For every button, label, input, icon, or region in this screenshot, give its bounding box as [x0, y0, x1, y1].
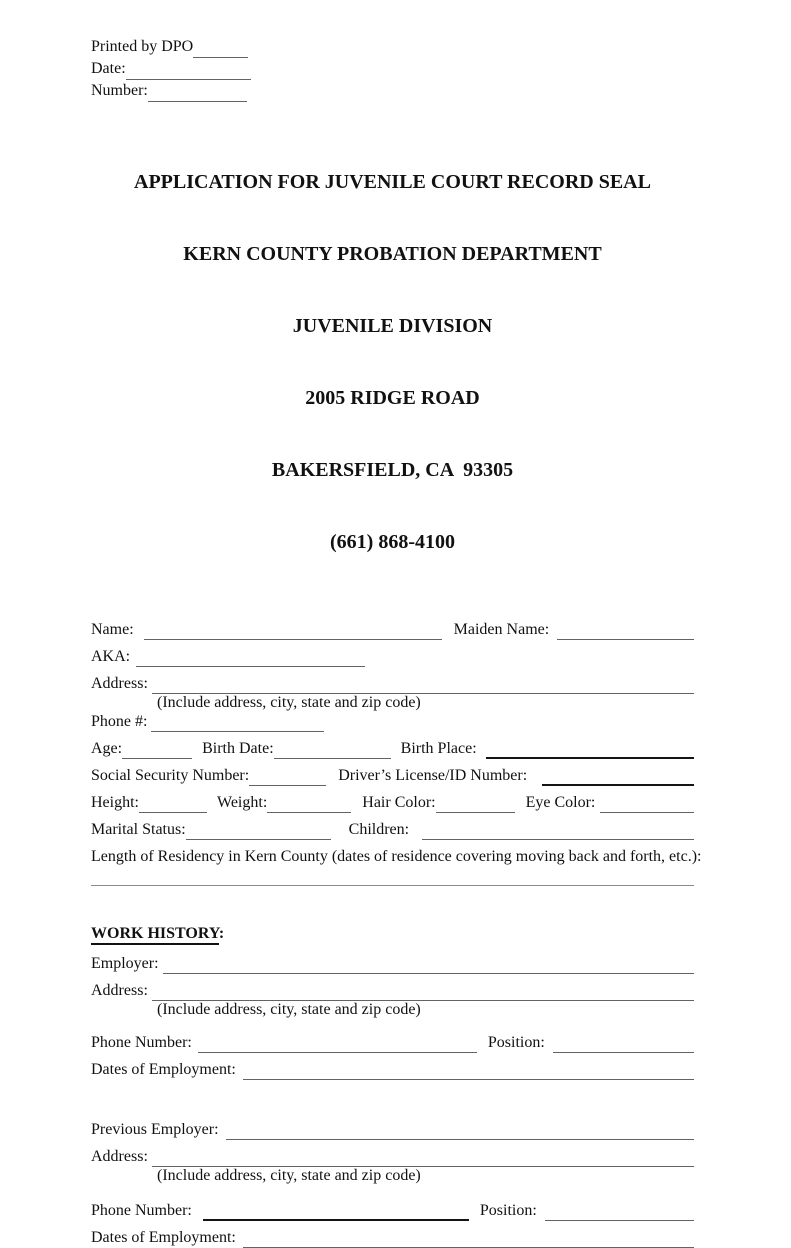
birth-date-label: Birth Date: — [202, 740, 274, 757]
employer-address-label: Address: — [91, 982, 148, 999]
marital-status-field-line — [186, 820, 331, 840]
hair-color-field-line — [436, 793, 515, 813]
residency-row — [91, 847, 702, 867]
print-info-block — [91, 36, 694, 102]
birth-place-label: Birth Place: — [400, 740, 477, 757]
employer-address-hint: (Include address, city, state and zip code) — [157, 1001, 421, 1018]
work-history-heading-text: WORK HISTORY — [91, 925, 219, 945]
phone-field-line — [151, 712, 324, 732]
ssn-label: Social Security Number: — [91, 767, 250, 784]
aka-field-line — [136, 647, 365, 667]
previous-position-label: Position: — [479, 1202, 537, 1219]
date-row — [91, 58, 694, 80]
employer-address-field-line — [152, 981, 694, 1001]
children-label: Children: — [348, 821, 410, 838]
address-field-line — [152, 674, 694, 694]
birth-date-field-line — [274, 739, 391, 759]
weight-field-line — [267, 793, 351, 813]
number-label: Number: — [91, 82, 148, 99]
printed-by-field-line — [193, 36, 248, 58]
maiden-name-label: Maiden Name: — [453, 621, 550, 638]
previous-address-field-line — [152, 1147, 694, 1167]
previous-phone-position-row — [91, 1201, 694, 1221]
employer-position-label: Position: — [487, 1034, 545, 1051]
ssn-field-line — [249, 766, 326, 786]
previous-phone-label: Phone Number: — [91, 1202, 192, 1219]
age-birth-row — [91, 739, 694, 759]
age-field-line — [122, 739, 192, 759]
drivers-license-field-line — [542, 766, 694, 786]
employer-label: Employer: — [91, 955, 159, 972]
employer-field-line — [163, 954, 694, 974]
previous-employer-field-line — [226, 1120, 694, 1140]
work-history-heading — [91, 924, 694, 944]
previous-phone-field-line — [203, 1201, 469, 1221]
previous-employer-row — [91, 1120, 694, 1140]
marital-status-label: Marital Status: — [91, 821, 186, 838]
title-line-2: KERN COUNTY PROBATION DEPARTMENT — [183, 243, 602, 265]
title-line-6: (661) 868-4100 — [330, 531, 455, 553]
title-line-4: 2005 RIDGE ROAD — [305, 387, 480, 409]
hair-color-label: Hair Color: — [362, 794, 436, 811]
name-label: Name: — [91, 621, 134, 638]
employer-dates-label: Dates of Employment: — [91, 1061, 236, 1078]
drivers-license-label: Driver’s License/ID Number: — [338, 767, 528, 784]
marital-children-row — [91, 820, 694, 840]
name-field-line — [144, 620, 442, 640]
title-line-1: APPLICATION FOR JUVENILE COURT RECORD SEAL — [134, 171, 651, 193]
employer-dates-row — [91, 1060, 694, 1080]
number-row — [91, 80, 694, 102]
eye-color-label: Eye Color: — [525, 794, 596, 811]
printed-by-label: Printed by DPO — [91, 38, 194, 55]
height-label: Height: — [91, 794, 139, 811]
previous-address-row — [91, 1147, 694, 1167]
employer-dates-field-line — [243, 1060, 694, 1080]
employer-position-field-line — [553, 1033, 694, 1053]
ssn-license-row — [91, 766, 694, 786]
employer-address-row — [91, 981, 694, 1001]
document-title-block — [91, 122, 694, 602]
aka-label: AKA: — [91, 648, 131, 665]
work-history-heading-colon: : — [218, 925, 225, 942]
employer-phone-position-row — [91, 1033, 694, 1053]
title-line-3: JUVENILE DIVISION — [292, 315, 493, 337]
previous-dates-row — [91, 1228, 694, 1248]
residency-label: Length of Residency in Kern County (dates of residence covering moving back and forth, etc.): — [91, 848, 702, 865]
previous-position-field-line — [545, 1201, 694, 1221]
employer-row — [91, 954, 694, 974]
address-row — [91, 674, 694, 694]
date-label: Date: — [91, 60, 126, 77]
employer-phone-field-line — [198, 1033, 477, 1053]
children-field-line — [422, 820, 694, 840]
age-label: Age: — [91, 740, 123, 757]
address-label: Address: — [91, 675, 148, 692]
previous-employer-label: Previous Employer: — [91, 1121, 219, 1138]
previous-dates-label: Dates of Employment: — [91, 1229, 236, 1246]
phone-label: Phone #: — [91, 713, 148, 730]
printed-by-row — [91, 36, 694, 58]
previous-dates-field-line — [243, 1228, 694, 1248]
number-field-line — [148, 80, 247, 102]
aka-row — [91, 647, 694, 667]
birth-place-field-line — [486, 739, 694, 759]
date-field-line — [126, 58, 251, 80]
height-field-line — [139, 793, 207, 813]
title-line-5: BAKERSFIELD, CA 93305 — [271, 459, 514, 481]
name-row — [91, 620, 694, 640]
eye-color-field-line — [600, 793, 694, 813]
address-hint: (Include address, city, state and zip code) — [157, 694, 421, 711]
phone-row — [91, 712, 694, 732]
previous-address-label: Address: — [91, 1148, 148, 1165]
physical-row — [91, 793, 694, 813]
residency-field-line — [91, 867, 694, 886]
employer-phone-label: Phone Number: — [91, 1034, 192, 1051]
maiden-name-field-line — [557, 620, 694, 640]
previous-address-hint: (Include address, city, state and zip code) — [157, 1167, 421, 1184]
weight-label: Weight: — [217, 794, 268, 811]
